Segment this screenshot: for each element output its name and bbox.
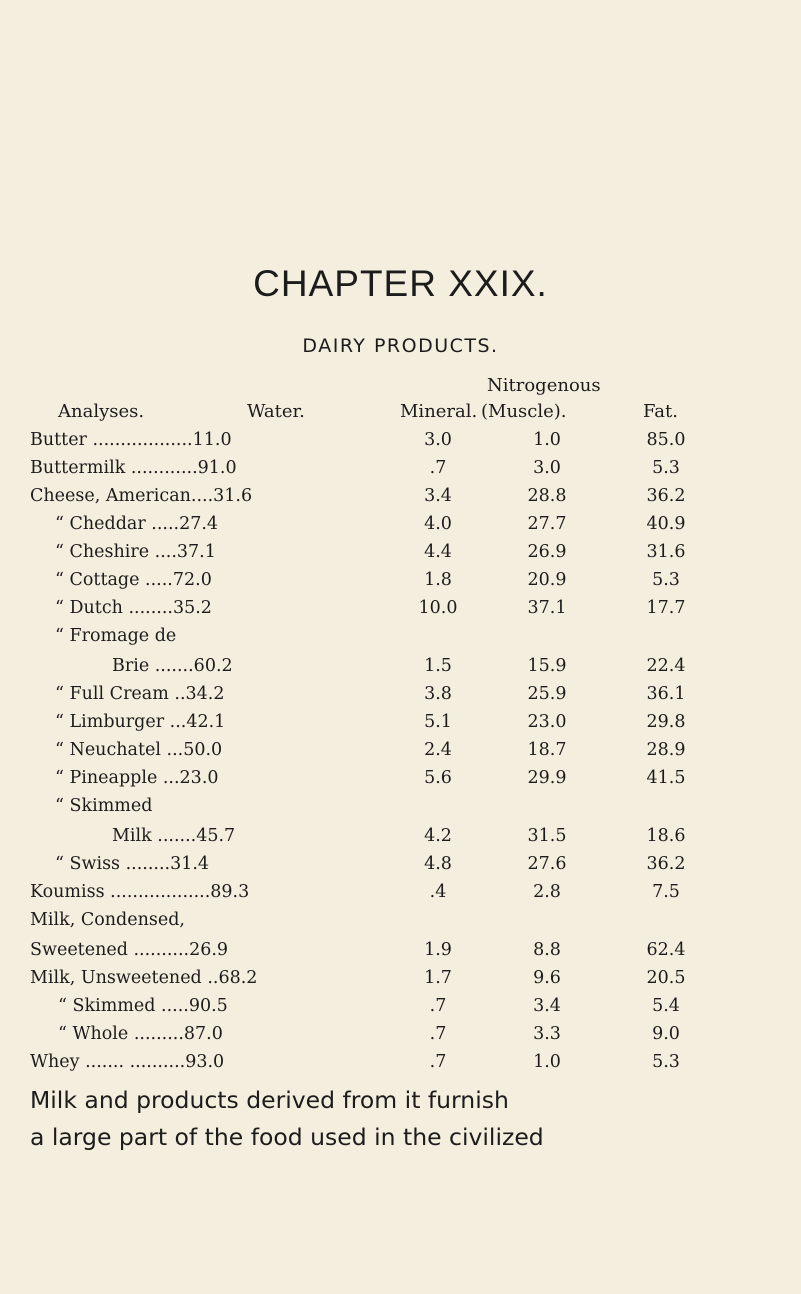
mineral-value: 3.8 [424,684,452,704]
mineral-value: 1.7 [424,968,452,988]
fat-value: 17.7 [646,598,686,618]
row-label: “ Skimmed .....90.5 [58,996,228,1016]
table-row [0,908,801,936]
row-label: “ Cottage .....72.0 [55,570,212,590]
chapter-title: CHAPTER XXIX. [253,263,548,304]
nitrogenous-value: 1.0 [533,430,561,450]
row-label: “ Whole .........87.0 [58,1024,223,1044]
table-row [0,428,801,456]
row-label: “ Skimmed [55,796,153,816]
row-label: Cheese, American....31.6 [30,486,253,506]
row-label: “ Limburger ...42.1 [55,712,226,732]
section-title: DAIRY PRODUCTS. [302,335,499,357]
mineral-value: 3.4 [424,486,452,506]
row-label: Koumiss ..................89.3 [30,882,250,902]
fat-value: 29.8 [646,712,686,732]
row-label: “ Cheshire ....37.1 [55,542,216,562]
fat-value: 31.6 [646,542,686,562]
fat-value: 20.5 [646,968,686,988]
mineral-value: 1.9 [424,940,452,960]
row-label: Buttermilk ............91.0 [30,458,237,478]
fat-value: 5.3 [652,570,680,590]
nitrogenous-value: 27.7 [527,514,567,534]
mineral-value: 4.8 [424,854,452,874]
mineral-value: 1.8 [424,570,452,590]
table-row [0,794,801,822]
mineral-value: .4 [429,882,447,902]
table-row [0,1050,801,1078]
table-row [0,852,801,880]
fat-value: 18.6 [646,826,686,846]
fat-value: 40.9 [646,514,686,534]
row-label: “ Swiss ........31.4 [55,854,210,874]
body-paragraph-line: Milk and products derived from it furnish [30,1086,509,1114]
header-mineral: Mineral. [400,401,478,422]
mineral-value: 4.2 [424,826,452,846]
row-label: “ Fromage de [55,626,177,646]
table-row [0,540,801,568]
nitrogenous-value: 20.9 [527,570,567,590]
mineral-value: .7 [429,996,447,1016]
fat-value: 9.0 [652,1024,680,1044]
table-row [0,682,801,710]
mineral-value: 4.4 [424,542,452,562]
fat-value: 5.3 [652,458,680,478]
mineral-value: 10.0 [418,598,458,618]
row-label: “ Dutch ........35.2 [55,598,212,618]
header-nitrogenous-muscle: (Muscle). [481,401,567,422]
table-row [0,484,801,512]
fat-value: 62.4 [646,940,686,960]
nitrogenous-value: 27.6 [527,854,567,874]
nitrogenous-value: 3.0 [533,458,561,478]
table-row [0,624,801,652]
nitrogenous-value: 3.3 [533,1024,561,1044]
row-label: Milk .......45.7 [112,826,236,846]
mineral-value: .7 [429,1052,447,1072]
fat-value: 41.5 [646,768,686,788]
header-analyses: Analyses. [58,401,145,422]
nitrogenous-value: 8.8 [533,940,561,960]
nitrogenous-value: 9.6 [533,968,561,988]
table-row [0,966,801,994]
nitrogenous-value: 15.9 [527,656,567,676]
row-label: Milk, Unsweetened ..68.2 [30,968,258,988]
table-row [0,766,801,794]
table-row [0,938,801,966]
row-label: “ Pineapple ...23.0 [55,768,219,788]
fat-value: 36.2 [646,486,686,506]
row-label: Milk, Condensed, [30,910,185,930]
table-row [0,568,801,596]
nitrogenous-value: 25.9 [527,684,567,704]
fat-value: 22.4 [646,656,686,676]
mineral-value: 4.0 [424,514,452,534]
mineral-value: .7 [429,1024,447,1044]
nitrogenous-value: 37.1 [527,598,567,618]
row-label: Brie .......60.2 [112,656,233,676]
table-row [0,824,801,852]
table-row [0,1022,801,1050]
row-label: “ Cheddar .....27.4 [55,514,219,534]
fat-value: 85.0 [646,430,686,450]
nitrogenous-value: 18.7 [527,740,567,760]
table-row [0,994,801,1022]
mineral-value: 2.4 [424,740,452,760]
header-nitrogenous: Nitrogenous [487,375,601,396]
nitrogenous-value: 26.9 [527,542,567,562]
table-row [0,738,801,766]
body-paragraph-line: a large part of the food used in the civilized [30,1123,544,1151]
row-label: “ Full Cream ..34.2 [55,684,225,704]
table-row [0,654,801,682]
row-label: Whey ....... ..........93.0 [30,1052,225,1072]
table-row [0,596,801,624]
fat-value: 36.2 [646,854,686,874]
nitrogenous-value: 23.0 [527,712,567,732]
nitrogenous-value: 28.8 [527,486,567,506]
mineral-value: 3.0 [424,430,452,450]
fat-value: 36.1 [646,684,686,704]
mineral-value: .7 [429,458,447,478]
table-row [0,512,801,540]
fat-value: 5.3 [652,1052,680,1072]
nitrogenous-value: 2.8 [533,882,561,902]
mineral-value: 5.1 [424,712,452,732]
fat-value: 28.9 [646,740,686,760]
mineral-value: 5.6 [424,768,452,788]
fat-value: 5.4 [652,996,680,1016]
nitrogenous-value: 1.0 [533,1052,561,1072]
mineral-value: 1.5 [424,656,452,676]
row-label: “ Neuchatel ...50.0 [55,740,223,760]
header-water: Water. [247,401,305,422]
table-row [0,710,801,738]
nitrogenous-value: 29.9 [527,768,567,788]
row-label: Sweetened ..........26.9 [30,940,229,960]
table-row [0,456,801,484]
nitrogenous-value: 3.4 [533,996,561,1016]
nitrogenous-value: 31.5 [527,826,567,846]
fat-value: 7.5 [652,882,680,902]
header-fat: Fat. [643,401,678,422]
table-row [0,880,801,908]
row-label: Butter ..................11.0 [30,430,232,450]
